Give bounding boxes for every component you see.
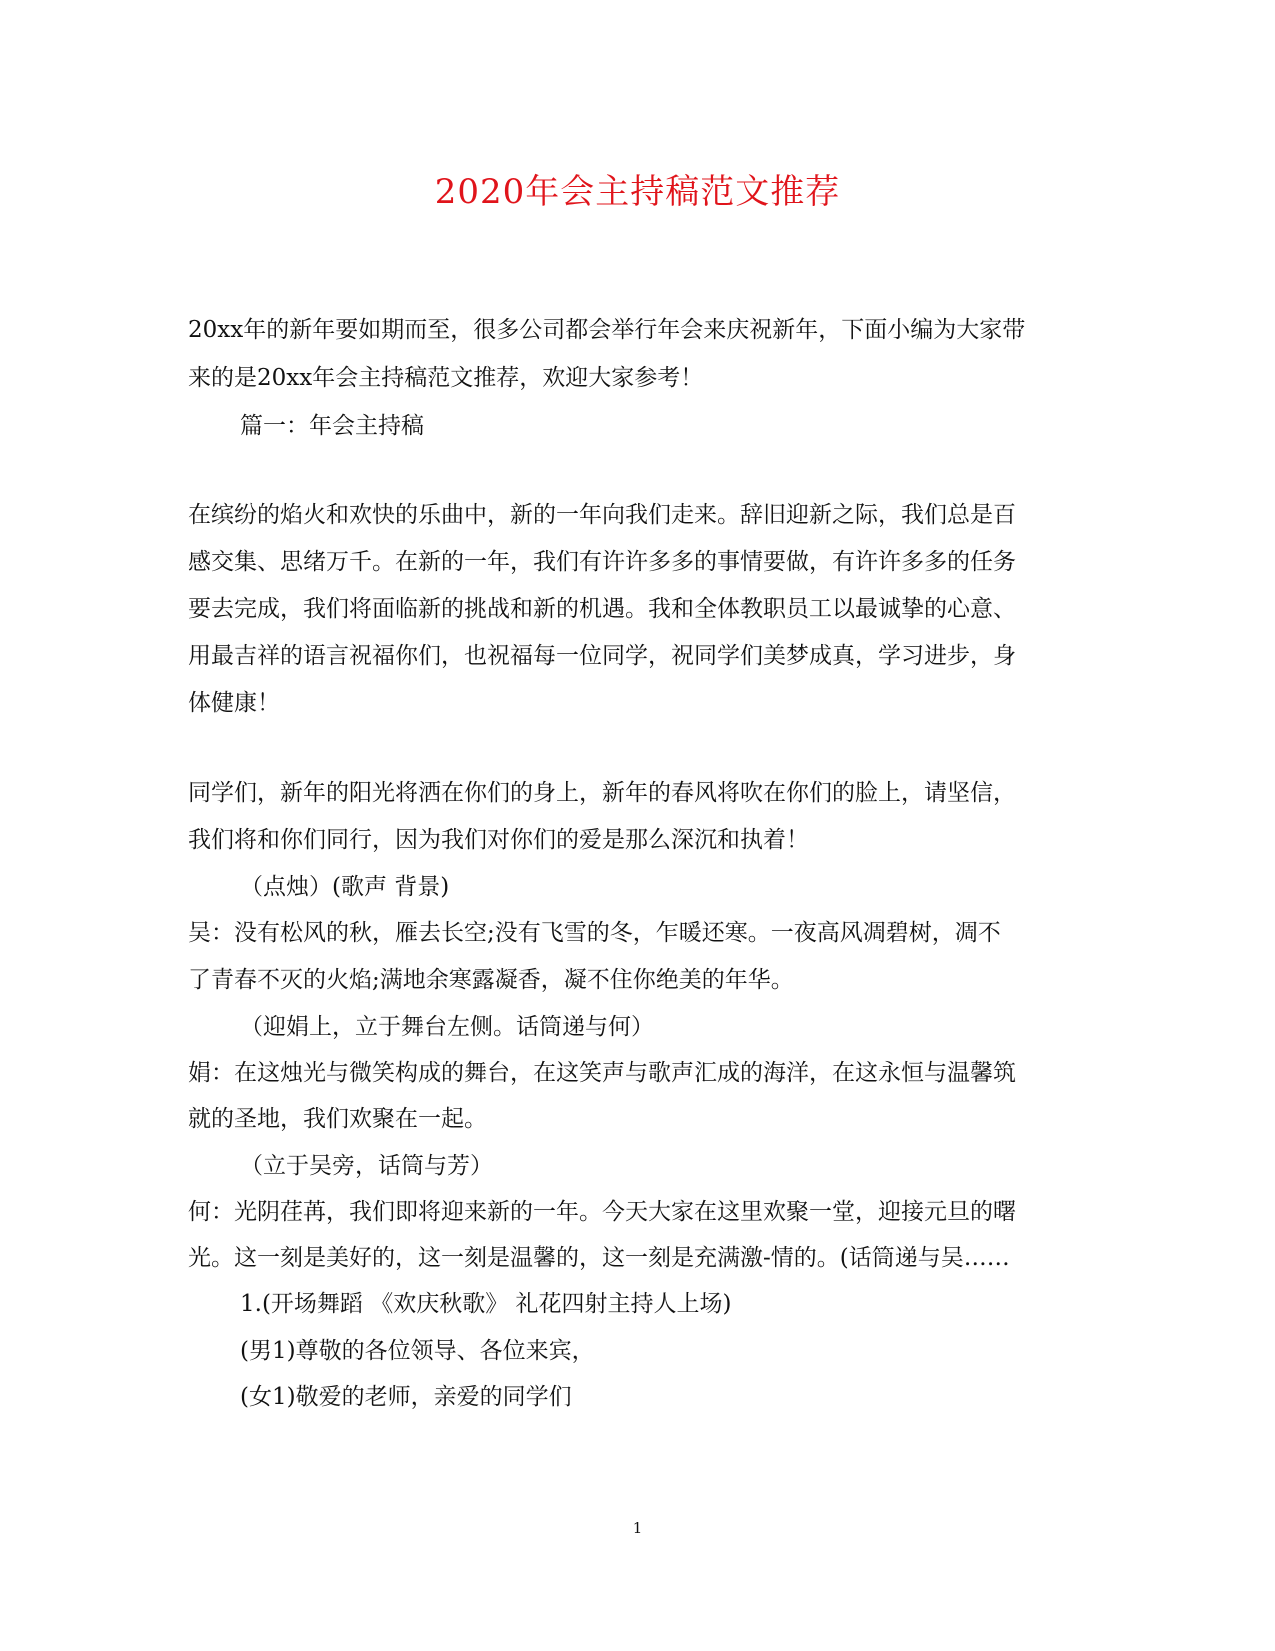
text-line: 就的圣地，我们欢聚在一起。 xyxy=(188,1106,487,1132)
text-line: 要去完成，我们将面临新的挑战和新的机遇。我和全体教职员工以最诚挚的心意、 xyxy=(188,596,1016,622)
text-line: 何：光阴荏苒，我们即将迎来新的一年。今天大家在这里欢聚一堂，迎接元旦的曙 xyxy=(188,1199,1016,1225)
text-line: 感交集、思绪万千。在新的一年，我们有许许多多的事情要做，有许许多多的任务 xyxy=(188,549,1016,575)
text-line: 20xx年的新年要如期而至，很多公司都会举行年会来庆祝新年，下面小编为大家带 xyxy=(188,317,1026,343)
text-line: 光。这一刻是美好的，这一刻是温馨的，这一刻是充满激-情的。(话筒递与吴…… xyxy=(188,1245,1010,1271)
text-line: 1.(开场舞蹈 《欢庆秋歌》 礼花四射主持人上场) xyxy=(240,1291,732,1317)
document-title: 2020年会主持稿范文推荐 xyxy=(434,172,841,212)
page-number: 1 xyxy=(632,1519,643,1537)
text-line: 在缤纷的焰火和欢快的乐曲中，新的一年向我们走来。辞旧迎新之际，我们总是百 xyxy=(188,502,1016,528)
stage-direction: （迎娟上，立于舞台左侧。话筒递与何） xyxy=(240,1014,654,1040)
section-heading: 篇一：年会主持稿 xyxy=(240,413,424,439)
text-line: 吴：没有松风的秋，雁去长空;没有飞雪的冬，乍暖还寒。一夜高风凋碧树，凋不 xyxy=(188,920,1001,946)
text-line: 我们将和你们同行，因为我们对你们的爱是那么深沉和执着！ xyxy=(188,827,809,853)
text-line: 体健康！ xyxy=(188,690,280,716)
text-line: 娟：在这烛光与微笑构成的舞台，在这笑声与歌声汇成的海洋，在这永恒与温馨筑 xyxy=(188,1060,1016,1086)
text-line: 了青春不灭的火焰;满地余寒露凝香，凝不住你绝美的年华。 xyxy=(188,967,794,993)
text-line: (女1)敬爱的老师，亲爱的同学们 xyxy=(240,1384,572,1410)
text-line: 来的是20xx年会主持稿范文推荐，欢迎大家参考！ xyxy=(188,365,704,391)
stage-direction: （点烛）(歌声 背景) xyxy=(240,874,450,900)
stage-direction: （立于吴旁，话筒与芳） xyxy=(240,1153,493,1179)
text-line: (男1)尊敬的各位领导、各位来宾， xyxy=(240,1338,595,1364)
text-line: 同学们，新年的阳光将洒在你们的身上，新年的春风将吹在你们的脸上，请坚信， xyxy=(188,780,1016,806)
text-line: 用最吉祥的语言祝福你们，也祝福每一位同学，祝同学们美梦成真，学习进步，身 xyxy=(188,643,1016,669)
